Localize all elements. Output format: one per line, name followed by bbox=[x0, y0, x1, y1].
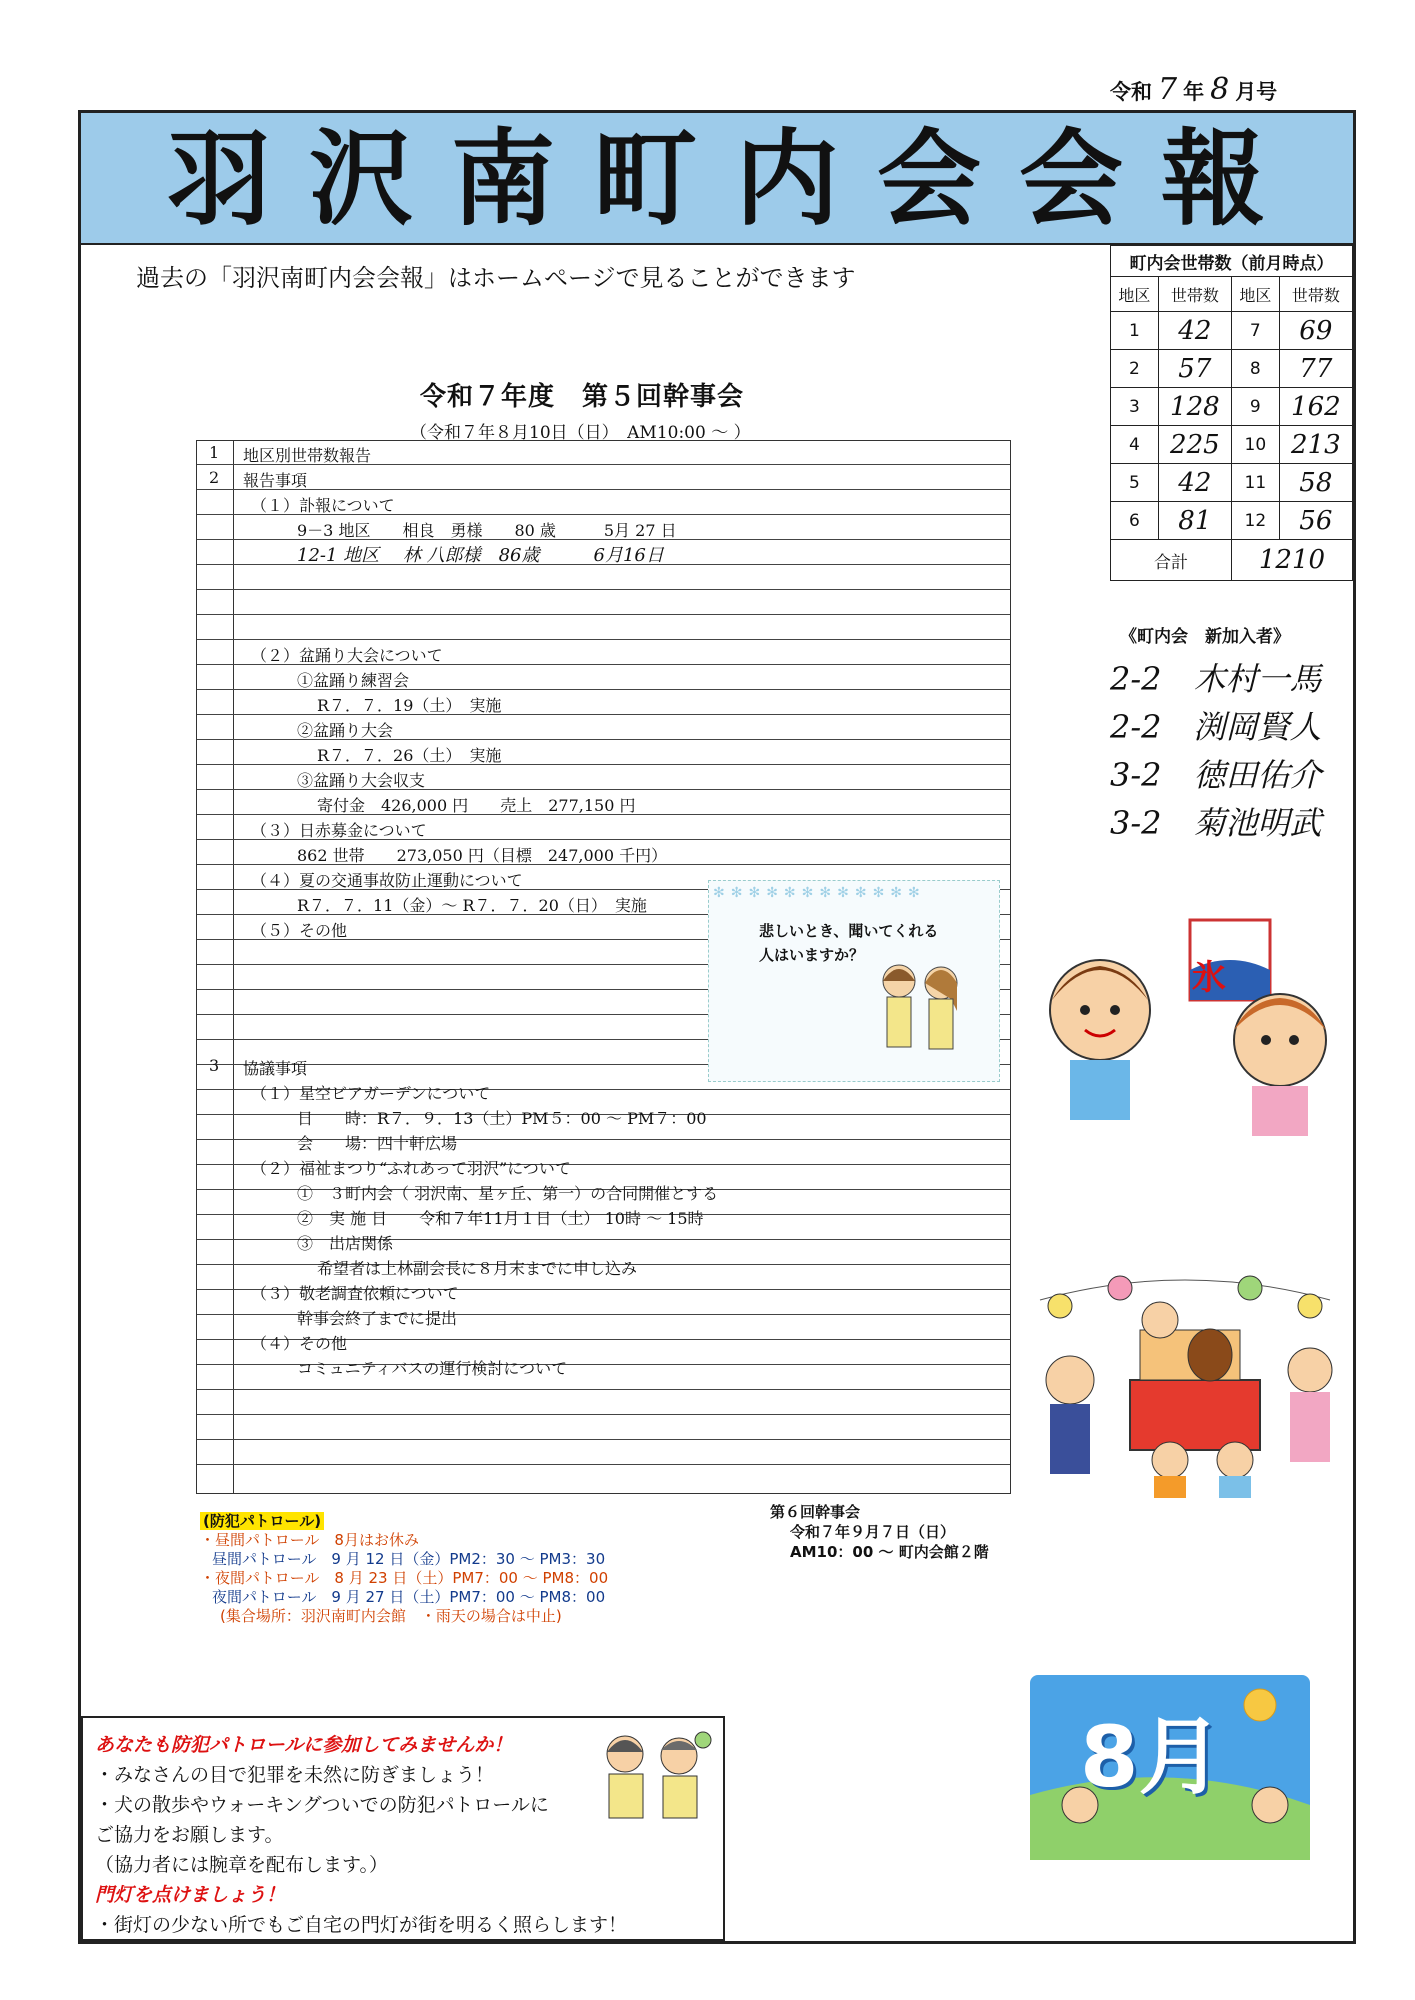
count: 42 bbox=[1158, 464, 1231, 502]
next-meeting bbox=[770, 1502, 989, 1562]
invite-bullet: ・街灯の少ない所でもご自宅の門灯が街を明るく照らします！ bbox=[95, 1914, 628, 1936]
patrol-heading: (防犯パトロール) bbox=[200, 1512, 324, 1530]
meeting-title: 令和７年度 第５回幹事会 bbox=[420, 382, 745, 412]
issue-year: 7 bbox=[1158, 72, 1178, 107]
agenda-item: （３）敬老調査依頼について bbox=[251, 1284, 459, 1303]
new-members-list bbox=[1110, 655, 1322, 847]
item-number: 2 bbox=[209, 468, 220, 487]
table-row bbox=[1111, 502, 1353, 540]
list-item: 2-2 木村一馬 bbox=[1110, 660, 1322, 698]
count: 77 bbox=[1279, 350, 1352, 388]
agenda-divider bbox=[233, 441, 234, 1493]
agenda-item: 幹事会終了までに提出 bbox=[297, 1309, 458, 1328]
invite-bullet: （協力者には腕章を配布します。） bbox=[95, 1854, 388, 1876]
total-row bbox=[1111, 540, 1353, 581]
agenda-item: 地区別世帯数報告 bbox=[243, 446, 372, 465]
snowflake-border-icon: ✻✻✻✻✻✻✻✻✻✻✻✻ bbox=[713, 885, 926, 901]
meeting-date: （令和７年８月10日（日） AM10:00 ～ ） bbox=[410, 423, 751, 443]
new-members-heading: 《町内会 新加入者》 bbox=[1120, 627, 1290, 647]
patrol-row: 昼間パトロール 9 月 12 日（金）PM2：30 ～ PM3：30 bbox=[212, 1550, 606, 1568]
total-label: 合計 bbox=[1111, 540, 1232, 581]
agenda-item: （４）その他 bbox=[251, 1334, 348, 1353]
agenda-item: （４）夏の交通事故防止運動について bbox=[251, 871, 523, 890]
patrol-row: ・夜間パトロール 8 月 23 日（土）PM7：00 ～ PM8：00 bbox=[200, 1569, 609, 1587]
district: 11 bbox=[1231, 464, 1279, 502]
district: 6 bbox=[1111, 502, 1159, 540]
august-badge-text: 8月 bbox=[1080, 1708, 1223, 1806]
issue-date bbox=[1110, 72, 1277, 107]
page-title: 羽沢南町内会会報 bbox=[166, 118, 1303, 240]
agenda-item: コミュニティバスの運行検討について bbox=[297, 1359, 568, 1378]
agenda-rule bbox=[197, 1389, 1010, 1390]
district: 9 bbox=[1231, 388, 1279, 426]
count: 57 bbox=[1158, 350, 1231, 388]
issue-month: 8 bbox=[1210, 72, 1230, 107]
item-number: 1 bbox=[209, 443, 220, 462]
district: 3 bbox=[1111, 388, 1159, 426]
support-line: 悲しいとき、聞いてくれる bbox=[759, 922, 939, 940]
district: 2 bbox=[1111, 350, 1159, 388]
agenda-item: 寄付金 426,000 円 売上 277,150 円 bbox=[317, 796, 636, 815]
household-table bbox=[1110, 245, 1353, 581]
count: 213 bbox=[1279, 426, 1352, 464]
agenda-item-handwritten: 12-1 地区 林 八郎様 86歳 6月16日 bbox=[297, 545, 664, 566]
agenda-item: 会 場：四十軒広場 bbox=[297, 1134, 458, 1153]
agenda-item: R７．７．19（土） 実施 bbox=[317, 696, 502, 715]
table-row bbox=[1111, 350, 1353, 388]
list-item: 2-2 渕岡賢人 bbox=[1110, 708, 1322, 746]
bon-odori-illustration bbox=[1020, 1260, 1350, 1500]
agenda-item: R７．７．26（土） 実施 bbox=[317, 746, 502, 765]
total-value: 1210 bbox=[1231, 540, 1352, 581]
agenda-rule bbox=[197, 589, 1010, 590]
agenda-rule bbox=[197, 489, 1010, 490]
agenda-rule bbox=[197, 639, 1010, 640]
col-district: 地区 bbox=[1231, 277, 1279, 312]
agenda-rule bbox=[197, 1439, 1010, 1440]
col-district: 地区 bbox=[1111, 277, 1159, 312]
support-illustration bbox=[708, 880, 1000, 1082]
agenda-item: R７．７．11（金）～ R７．７．20（日） 実施 bbox=[297, 896, 647, 915]
issue-month-unit: 月号 bbox=[1235, 80, 1278, 104]
invite-bullet: ・みなさんの目で犯罪を未然に防ぎましょう！ bbox=[95, 1764, 495, 1786]
porch-light-heading: 門灯を点けましょう！ bbox=[95, 1884, 286, 1906]
agenda-item: ① ３町内会（ 羽沢南、星ヶ丘、第一）の合同開催とする bbox=[297, 1184, 719, 1203]
district: 5 bbox=[1111, 464, 1159, 502]
invite-bullet: ・犬の散歩やウォーキングついでの防犯パトロールに bbox=[95, 1794, 549, 1816]
next-meeting-date: 令和７年９月７日（日） bbox=[790, 1523, 956, 1541]
agenda-item: 9－3 地区 相良 勇様 80 歳 5月 27 日 bbox=[297, 521, 677, 540]
agenda-item: ③盆踊り大会収支 bbox=[297, 771, 426, 790]
agenda-item: 862 世帯 273,050 円（目標 247,000 千円） bbox=[297, 846, 668, 865]
patrol-row: 夜間パトロール 9 月 27 日（土）PM7：00 ～ PM8：00 bbox=[212, 1588, 606, 1606]
agenda-item: （５）その他 bbox=[251, 921, 348, 940]
agenda-item: 協議事項 bbox=[243, 1059, 308, 1078]
list-item: 3-2 菊池明武 bbox=[1110, 804, 1322, 842]
count: 128 bbox=[1158, 388, 1231, 426]
agenda-item: ②盆踊り大会 bbox=[297, 721, 394, 740]
patrol-volunteers-illustration bbox=[593, 1726, 713, 1822]
district: 1 bbox=[1111, 312, 1159, 350]
patrol-row: (集合場所：羽沢南町内会館 ・雨天の場合は中止) bbox=[220, 1607, 562, 1625]
issue-year-unit: 年 bbox=[1183, 80, 1205, 104]
homepage-notice: 過去の「羽沢南町内会会報」はホームページで見ることができます bbox=[136, 264, 856, 292]
agenda-rule bbox=[197, 1464, 1010, 1465]
patrol-row: ・昼間パトロール 8月はお休み bbox=[200, 1531, 419, 1549]
count: 81 bbox=[1158, 502, 1231, 540]
district: 8 bbox=[1231, 350, 1279, 388]
district: 4 bbox=[1111, 426, 1159, 464]
agenda-rule bbox=[197, 1414, 1010, 1415]
count: 42 bbox=[1158, 312, 1231, 350]
count: 56 bbox=[1279, 502, 1352, 540]
item-number: 3 bbox=[209, 1056, 220, 1075]
col-count: 世帯数 bbox=[1158, 277, 1231, 312]
support-line: 人はいますか？ bbox=[759, 946, 865, 964]
agenda-item: ② 実 施 日 令和７年11月１日（土） 10時 ～ 15時 bbox=[297, 1209, 704, 1228]
agenda-item: ①盆踊り練習会 bbox=[297, 671, 410, 690]
count: 69 bbox=[1279, 312, 1352, 350]
agenda-item: （１）訃報について bbox=[251, 496, 395, 515]
patrol-invite-box bbox=[81, 1716, 725, 1941]
table-row bbox=[1111, 464, 1353, 502]
agenda-item: 報告事項 bbox=[243, 471, 308, 490]
household-caption: 町内会世帯数（前月時点） bbox=[1111, 246, 1353, 277]
table-row bbox=[1111, 388, 1353, 426]
next-meeting-title: 第６回幹事会 bbox=[770, 1503, 861, 1521]
agenda-item: ③ 出店関係 bbox=[297, 1234, 394, 1253]
list-item: 3-2 徳田佑介 bbox=[1110, 756, 1322, 794]
district: 10 bbox=[1231, 426, 1279, 464]
ice-banner-text: 氷 bbox=[1192, 958, 1226, 998]
agenda-item: （３）日赤募金について bbox=[251, 821, 427, 840]
agenda-item: （２）福祉まつり“ふれあって羽沢”について bbox=[251, 1159, 571, 1178]
patrol-schedule bbox=[200, 1512, 608, 1626]
kids-shaved-ice-illustration bbox=[1030, 900, 1350, 1140]
next-meeting-place: AM10：00 ～ 町内会館２階 bbox=[790, 1543, 989, 1561]
agenda-item: 日 時：R７．９．13（土）PM５：00 ～ PM７：00 bbox=[297, 1109, 707, 1128]
table-row bbox=[1111, 426, 1353, 464]
agenda-item: 希望者は上林副会長に８月末までに申し込み bbox=[317, 1259, 638, 1278]
table-row bbox=[1111, 312, 1353, 350]
agenda-item: （２）盆踊り大会について bbox=[251, 646, 443, 665]
issue-era: 令和 bbox=[1110, 80, 1152, 104]
district: 7 bbox=[1231, 312, 1279, 350]
two-girls-illustration bbox=[859, 951, 979, 1071]
agenda-rule bbox=[197, 614, 1010, 615]
col-count: 世帯数 bbox=[1279, 277, 1352, 312]
count: 225 bbox=[1158, 426, 1231, 464]
count: 162 bbox=[1279, 388, 1352, 426]
invite-heading: あなたも防犯パトロールに参加してみませんか！ bbox=[95, 1734, 513, 1756]
district: 12 bbox=[1231, 502, 1279, 540]
count: 58 bbox=[1279, 464, 1352, 502]
agenda-item: （１）星空ビアガーデンについて bbox=[251, 1084, 491, 1103]
invite-bullet: ご協力をお願します。 bbox=[95, 1824, 284, 1846]
